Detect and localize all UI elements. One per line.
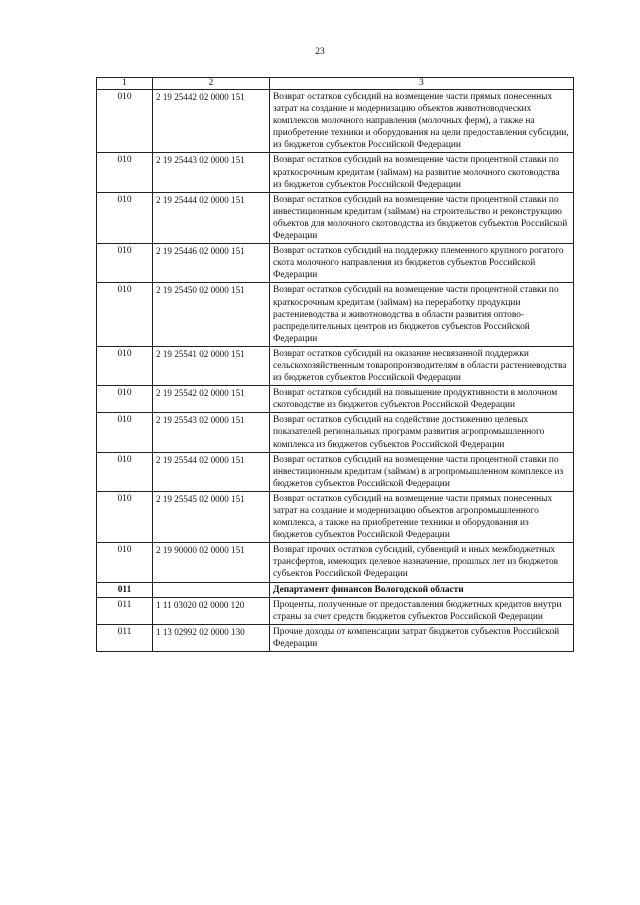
revenue-name-cell: Проценты, полученные от предоставления бюджетных кредитов внутри страны за счет средств бюджетов субъектов Российской Федерации <box>270 597 574 624</box>
revenue-name-cell: Возврат остатков субсидий на содействие достижению целевых показателей региональных программ развития агропромышленного комплекса из бюджетов субъектов Российской Федерации <box>270 413 574 452</box>
revenue-codes-table <box>96 77 574 652</box>
table-row <box>97 624 574 651</box>
admin-code-cell: 011 <box>97 624 153 651</box>
kbk-code-cell: 2 19 25442 02 0000 151 <box>153 90 270 153</box>
table-row <box>97 192 574 243</box>
admin-code-cell: 011 <box>97 582 153 597</box>
kbk-code-cell: 1 11 03020 02 0000 120 <box>153 597 270 624</box>
kbk-code-cell: 2 19 25444 02 0000 151 <box>153 192 270 243</box>
table-row <box>97 452 574 491</box>
revenue-name-cell: Возврат остатков субсидий на оказание несвязанной поддержки сельскохозяйственным товаропроизводителям в области растениеводства из бюджетов субъектов Российской Федерации <box>270 346 574 385</box>
revenue-name-cell: Возврат остатков субсидий на возмещение части процентной ставки по краткосрочным кредитам (займам) на развитие молочного скотоводства из бюджетов субъектов Российской Федерации <box>270 153 574 192</box>
admin-code-cell: 010 <box>97 153 153 192</box>
revenue-name-cell: Возврат остатков субсидий на возмещение части прямых понесенных затрат на создание и модернизацию объектов животноводческих комплексов молочного направления (молочных ферм), а также на приобретение техники и оборудования на цели предоставления субсидии, из бюджетов субъектов Российской Федерации <box>270 90 574 153</box>
table-row <box>97 597 574 624</box>
section-header-row <box>97 582 574 597</box>
table-row <box>97 244 574 283</box>
table-row <box>97 346 574 385</box>
revenue-name-cell: Возврат остатков субсидий на возмещение части процентной ставки по инвестиционным кредитам (займам) на строительство и реконструкцию объектов для молочного скотоводства из бюджетов субъектов Российской Федерации <box>270 192 574 243</box>
revenue-name-cell: Возврат остатков субсидий на поддержку племенного крупного рогатого скота молочного направления из бюджетов субъектов Российской Федерации <box>270 244 574 283</box>
admin-code-cell: 010 <box>97 346 153 385</box>
revenue-name-cell: Прочие доходы от компенсации затрат бюджетов субъектов Российской Федерации <box>270 624 574 651</box>
table-row <box>97 153 574 192</box>
kbk-code-cell: 2 19 25543 02 0000 151 <box>153 413 270 452</box>
revenue-name-cell: Возврат остатков субсидий на возмещение части процентной ставки по инвестиционным кредитам (займам) в агропромышленном комплексе из бюджетов субъектов Российской Федерации <box>270 452 574 491</box>
admin-code-cell: 010 <box>97 543 153 582</box>
column-header-1: 1 <box>97 78 153 90</box>
admin-code-cell: 010 <box>97 90 153 153</box>
table-row <box>97 90 574 153</box>
admin-code-cell: 010 <box>97 244 153 283</box>
table-header-row <box>97 78 574 90</box>
kbk-code-cell: 1 13 02992 02 0000 130 <box>153 624 270 651</box>
admin-code-cell: 010 <box>97 452 153 491</box>
kbk-code-cell: 2 19 25443 02 0000 151 <box>153 153 270 192</box>
kbk-code-cell: 2 19 90000 02 0000 151 <box>153 543 270 582</box>
revenue-name-cell: Возврат прочих остатков субсидий, субвенций и иных межбюджетных трансфертов, имеющих целевое назначение, прошлых лет из бюджетов субъектов Российской Федерации <box>270 543 574 582</box>
admin-code-cell: 010 <box>97 283 153 346</box>
table-row <box>97 491 574 542</box>
page-number: 23 <box>315 47 325 57</box>
revenue-name-cell: Возврат остатков субсидий на повышение продуктивности в молочном скотоводстве из бюджетов субъектов Российской Федерации <box>270 386 574 413</box>
admin-code-cell: 011 <box>97 597 153 624</box>
admin-code-cell: 010 <box>97 386 153 413</box>
kbk-code-cell: 2 19 25450 02 0000 151 <box>153 283 270 346</box>
admin-code-cell: 010 <box>97 491 153 542</box>
admin-code-cell: 010 <box>97 413 153 452</box>
kbk-code-cell: 2 19 25446 02 0000 151 <box>153 244 270 283</box>
table-row <box>97 413 574 452</box>
column-header-2: 2 <box>153 78 270 90</box>
column-header-3: 3 <box>270 78 574 90</box>
kbk-code-cell: 2 19 25545 02 0000 151 <box>153 491 270 542</box>
revenue-name-cell: Возврат остатков субсидий на возмещение части прямых понесенных затрат на создание и модернизацию объектов агропромышленного комплекса, а также на приобретение техники и оборудования из бюджетов субъектов Российской Федерации <box>270 491 574 542</box>
table-row <box>97 283 574 346</box>
kbk-code-cell: 2 19 25542 02 0000 151 <box>153 386 270 413</box>
kbk-code-cell: 2 19 25544 02 0000 151 <box>153 452 270 491</box>
table-row <box>97 386 574 413</box>
revenue-name-cell: Возврат остатков субсидий на возмещение части процентной ставки по краткосрочным кредитам (займам) на переработку продукции растениеводства и животноводства в области развития оптово-распределительных центров из бюджетов субъектов Российской Федерации <box>270 283 574 346</box>
table-row <box>97 543 574 582</box>
administrator-name-cell: Департамент финансов Вологодской области <box>270 582 574 597</box>
kbk-code-cell: 2 19 25541 02 0000 151 <box>153 346 270 385</box>
admin-code-cell: 010 <box>97 192 153 243</box>
kbk-code-cell <box>153 582 270 597</box>
